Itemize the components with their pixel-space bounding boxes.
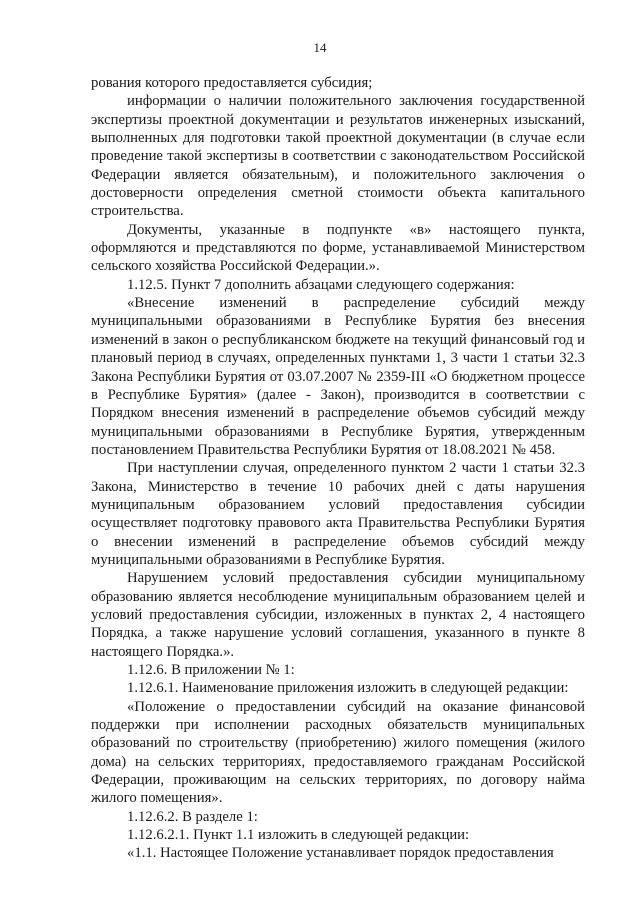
paragraph: 1.12.6.1. Наименование приложения изложить в следующей редакции: xyxy=(127,680,569,697)
paragraph: При наступлении случая, определенного пунктом 2 части 1 статьи 32.3 Закона, Министерство в течение 10 рабочих дней с даты нарушения муниципальным образованием условий предоставления субсидии осуществляет подготовку правового акта Правительства Республики Бурятия о внесении изменений в распределение объемов субсидий между муниципальными образованиями в Республике Бурятия. xyxy=(91,460,585,568)
paragraph: информации о наличии положительного заключения государственной экспертизы проектной документации и результатов инженерных изысканий, выполненных для подготовки такой проектной документации (в случае если проведение такой экспертизы в соответствии с законодательством Российской Федерации является обязательным), и положительного заключения о достоверности определения сметной стоимости объекта капитального строительства. xyxy=(91,93,585,220)
document-body xyxy=(91,74,585,863)
paragraph: Документы, указанные в подпункте «в» настоящего пункта, оформляются и представляются по форме, устанавливаемой Министерством сельского хозяйства Российской Федерации.». xyxy=(91,221,585,275)
page-number: 14 xyxy=(313,40,327,55)
paragraph: 1.12.6.2.1. Пункт 1.1 изложить в следующей редакции: xyxy=(127,827,470,844)
paragraph: «1.1. Настоящее Положение устанавливает порядок предоставления xyxy=(127,845,554,862)
paragraph: 1.12.6. В приложении № 1: xyxy=(127,662,295,678)
paragraph: «Внесение изменений в распределение субсидий между муниципальными образованиями в Республике Бурятия без внесения изменений в закон о республиканском бюджете на текущий финансовый год и плановый период в случаях, определенных пунктами 1, 3 части 1 статьи 32.3 Закона Республики Бурятия от 03.07.2007 № 2359-III «О бюджетном процессе в Республике Бурятия» (далее - Закон), производится в соответствии с Порядком внесения изменений в распределение объемов субсидий между муниципальными образованиями в Республике Бурятия, утвержденным постановлением Правительства Республики Бурятия от 18.08.2021 № 458. xyxy=(91,295,585,458)
paragraph: Нарушением условий предоставления субсидии муниципальному образованию является несоблюдение муниципальным образованием целей и условий предоставления субсидии, изложенных в пунктах 2, 4 настоящего Порядка, а также нарушение условий соглашения, указанного в пункте 8 настоящего Порядка.». xyxy=(91,570,585,660)
paragraph: 1.12.5. Пункт 7 дополнить абзацами следующего содержания: xyxy=(127,276,515,293)
paragraph: 1.12.6.2. В разделе 1: xyxy=(127,808,258,825)
paragraph: рования которого предоставляется субсидия; xyxy=(91,75,373,91)
paragraph: «Положение о предоставлении субсидий на оказание финансовой поддержки при исполнении расходных обязательств муниципальных образований по строительству (приобретению) жилого помещения (жилого дома) на сельских территориях, предоставляемого гражданам Российской Федерации, проживающим на сельских территориях, по договору найма жилого помещения». xyxy=(91,698,585,807)
